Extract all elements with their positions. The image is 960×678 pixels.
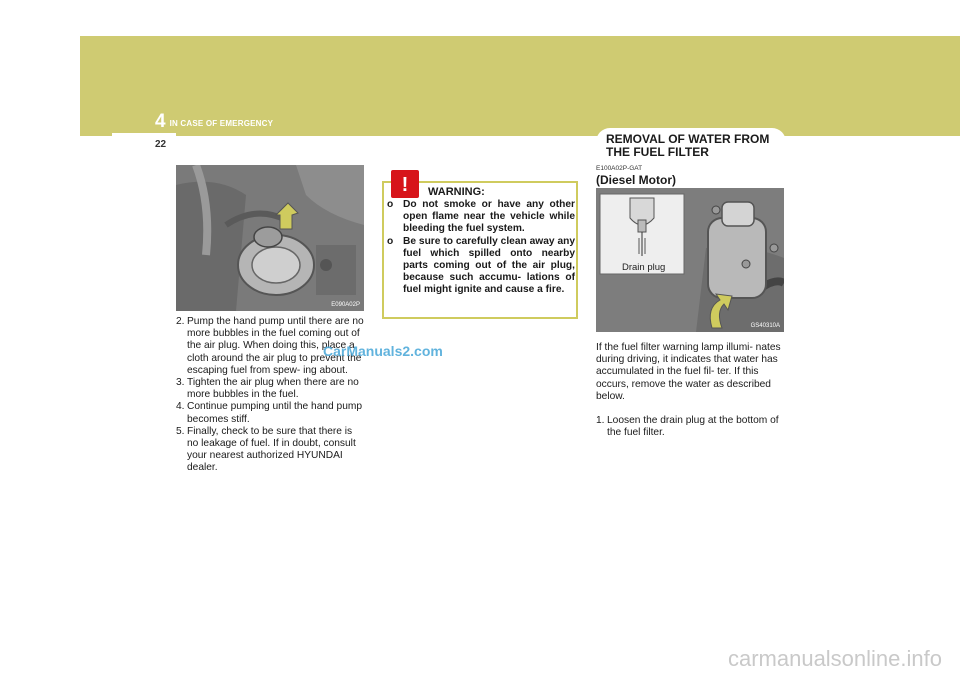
chapter-title: IN CASE OF EMERGENCY <box>169 119 274 128</box>
fuel-filter-illustration <box>596 188 784 332</box>
subheading: (Diesel Motor) <box>596 173 677 187</box>
removal-steps <box>596 415 786 439</box>
warning-title: WARNING: <box>428 186 485 198</box>
list-item <box>176 377 364 401</box>
bullet: o <box>387 199 394 210</box>
step-text: Tighten the air plug when there are no more bubbles in the fuel. <box>187 377 359 401</box>
intro-paragraph: If the fuel filter warning lamp illumi- nates during driving, it indicates that water has accumulated in the fuel fil- ter. If this occurs, remove the water as described below. <box>596 342 781 402</box>
warning-text: Be sure to carefully clean away any fuel which spilled onto nearby parts coming out of the air plug, because such accumu- lations of fuel might ignite and cause a fire. <box>403 235 575 296</box>
step-number: 2. <box>176 316 185 327</box>
page-number-tab <box>112 133 176 155</box>
bullet: o <box>387 235 394 247</box>
procedure-steps <box>176 316 364 475</box>
step-number: 4. <box>176 401 185 413</box>
step-number: 3. <box>176 377 185 389</box>
list-item <box>596 415 786 439</box>
fuel-filter-photo <box>596 188 784 332</box>
list-item <box>387 236 575 297</box>
warning-icon <box>391 170 419 198</box>
step-text: Loosen the drain plug at the bottom of the fuel filter. <box>607 415 779 439</box>
step-number: 5. <box>176 425 185 437</box>
step-number: 1. <box>596 415 605 426</box>
section-title: REMOVAL OF WATER FROM THE FUEL FILTER <box>606 132 770 159</box>
chapter-heading <box>155 112 273 131</box>
warning-symbol: ! <box>401 174 409 195</box>
footer-watermark: carmanualsonline.info <box>727 646 942 671</box>
step-text: Pump the hand pump until there are no more bubbles in the fuel coming out of the air plug. When doing this, place a cloth around the air plug to prevent the escaping fuel from spew- ing about. <box>187 316 364 376</box>
chapter-number: 4 <box>155 111 166 132</box>
section-code: E100A02P-GAT <box>596 165 643 172</box>
list-item <box>176 426 364 475</box>
list-item <box>387 199 575 236</box>
step-text: Finally, check to be sure that there is no leakage of fuel. If in doubt, consult your nearest authorized HYUNDAI dealer. <box>187 425 356 474</box>
list-item <box>176 401 364 425</box>
photo-code: GS40310A <box>750 323 780 329</box>
warning-text: Do not smoke or have any other open flame near the vehicle while bleeding the fuel system. <box>403 199 575 235</box>
drain-plug-label: Drain plug <box>622 262 666 273</box>
engine-bay-photo <box>176 165 364 311</box>
exclamation-icon <box>394 173 416 195</box>
page-number: 22 <box>155 139 167 150</box>
photo-code: E090A02P <box>331 302 360 308</box>
engine-bay-illustration <box>176 165 364 311</box>
site-watermark: CarManuals2.com <box>323 343 443 359</box>
warning-list <box>387 199 575 297</box>
step-text: Continue pumping until the hand pump becomes stiff. <box>187 401 363 425</box>
